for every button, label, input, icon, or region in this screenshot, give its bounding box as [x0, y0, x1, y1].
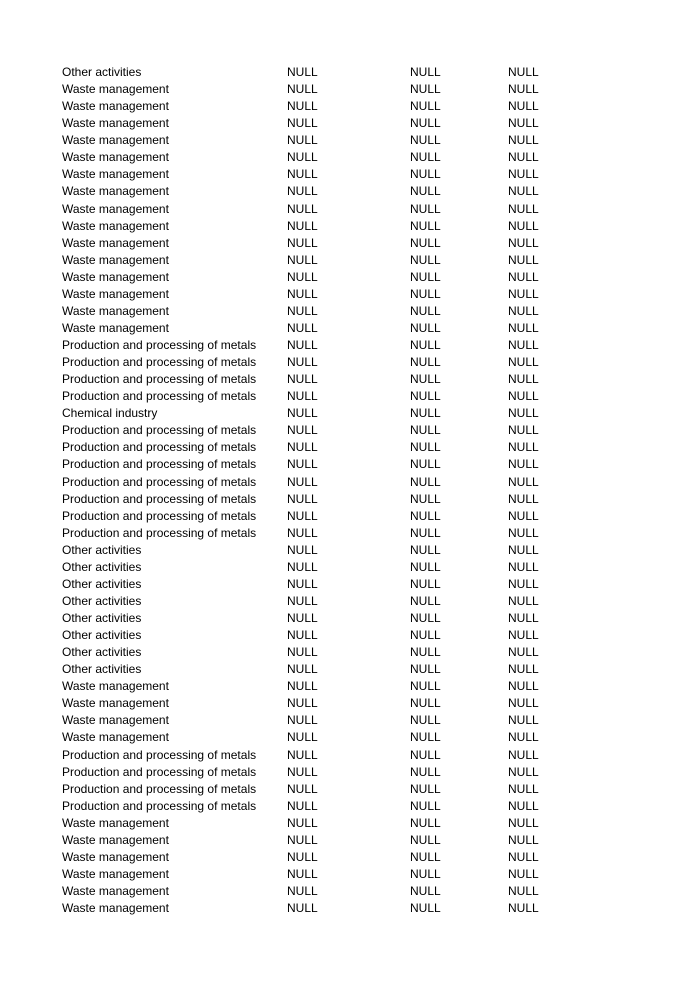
table-row — [62, 337, 662, 354]
activity-cell: Production and processing of metals — [62, 491, 257, 506]
table-row — [62, 593, 662, 610]
table-row — [62, 610, 662, 627]
table-row — [62, 183, 662, 200]
activity-cell: Waste management — [62, 201, 169, 216]
null-value-cell: NULL — [508, 65, 539, 80]
null-value-cell: NULL — [508, 730, 539, 745]
null-value-cell: NULL — [508, 389, 539, 404]
null-value-cell: NULL — [508, 798, 539, 813]
activity-cell: Other activities — [62, 593, 142, 608]
table-row — [62, 320, 662, 337]
activity-cell: Production and processing of metals — [62, 474, 257, 489]
table-row — [62, 695, 662, 712]
null-value-cell: NULL — [287, 286, 318, 301]
null-value-cell: NULL — [410, 696, 441, 711]
table-row — [62, 627, 662, 644]
table-row — [62, 747, 662, 764]
null-value-cell: NULL — [410, 576, 441, 591]
table-row — [62, 508, 662, 525]
activity-cell: Chemical industry — [62, 406, 158, 421]
null-value-cell: NULL — [410, 82, 441, 97]
null-value-cell: NULL — [508, 99, 539, 114]
table-row — [62, 712, 662, 729]
activity-cell: Waste management — [62, 849, 169, 864]
table-row — [62, 371, 662, 388]
null-value-cell: NULL — [410, 355, 441, 370]
table-row — [62, 405, 662, 422]
table-row — [62, 491, 662, 508]
null-value-cell: NULL — [508, 884, 539, 899]
null-value-cell: NULL — [287, 679, 318, 694]
activity-cell: Waste management — [62, 269, 169, 284]
null-value-cell: NULL — [410, 184, 441, 199]
table-row — [62, 286, 662, 303]
null-value-cell: NULL — [410, 508, 441, 523]
null-value-cell: NULL — [508, 372, 539, 387]
table-row — [62, 525, 662, 542]
null-value-cell: NULL — [287, 65, 318, 80]
null-value-cell: NULL — [287, 218, 318, 233]
null-value-cell: NULL — [287, 628, 318, 643]
null-value-cell: NULL — [508, 440, 539, 455]
activity-cell: Waste management — [62, 866, 169, 881]
null-value-cell: NULL — [287, 593, 318, 608]
null-value-cell: NULL — [508, 457, 539, 472]
null-value-cell: NULL — [287, 781, 318, 796]
null-value-cell: NULL — [410, 901, 441, 916]
null-value-cell: NULL — [287, 901, 318, 916]
activity-cell: Other activities — [62, 662, 142, 677]
table-row — [62, 439, 662, 456]
null-value-cell: NULL — [508, 628, 539, 643]
null-value-cell: NULL — [287, 525, 318, 540]
null-value-cell: NULL — [508, 764, 539, 779]
null-value-cell: NULL — [410, 815, 441, 830]
table-row — [62, 832, 662, 849]
null-value-cell: NULL — [287, 849, 318, 864]
null-value-cell: NULL — [508, 508, 539, 523]
null-value-cell: NULL — [287, 167, 318, 182]
null-value-cell: NULL — [508, 559, 539, 574]
table-row — [62, 166, 662, 183]
activity-cell: Waste management — [62, 116, 169, 131]
null-value-cell: NULL — [508, 338, 539, 353]
null-value-cell: NULL — [287, 576, 318, 591]
null-value-cell: NULL — [287, 662, 318, 677]
null-value-cell: NULL — [410, 99, 441, 114]
activity-cell: Waste management — [62, 150, 169, 165]
null-value-cell: NULL — [287, 696, 318, 711]
null-value-cell: NULL — [287, 99, 318, 114]
null-value-cell: NULL — [410, 593, 441, 608]
null-value-cell: NULL — [287, 474, 318, 489]
activity-cell: Production and processing of metals — [62, 389, 257, 404]
null-value-cell: NULL — [287, 611, 318, 626]
null-value-cell: NULL — [287, 201, 318, 216]
null-value-cell: NULL — [287, 116, 318, 131]
activity-cell: Production and processing of metals — [62, 508, 257, 523]
activity-cell: Production and processing of metals — [62, 423, 257, 438]
null-value-cell: NULL — [508, 781, 539, 796]
null-value-cell: NULL — [287, 320, 318, 335]
null-value-cell: NULL — [410, 389, 441, 404]
activity-cell: Waste management — [62, 320, 169, 335]
table-row — [62, 252, 662, 269]
activity-cell: Waste management — [62, 167, 169, 182]
null-value-cell: NULL — [410, 679, 441, 694]
null-value-cell: NULL — [508, 406, 539, 421]
activity-cell: Production and processing of metals — [62, 525, 257, 540]
activity-cell: Waste management — [62, 133, 169, 148]
table-row — [62, 98, 662, 115]
table-row — [62, 64, 662, 81]
activity-cell: Waste management — [62, 252, 169, 267]
table-row — [62, 456, 662, 473]
null-value-cell: NULL — [508, 542, 539, 557]
null-value-cell: NULL — [287, 133, 318, 148]
null-value-cell: NULL — [410, 116, 441, 131]
null-value-cell: NULL — [410, 474, 441, 489]
null-value-cell: NULL — [410, 713, 441, 728]
table-row — [62, 474, 662, 491]
table-row — [62, 559, 662, 576]
null-value-cell: NULL — [410, 201, 441, 216]
table-row — [62, 542, 662, 559]
null-value-cell: NULL — [508, 133, 539, 148]
null-value-cell: NULL — [287, 645, 318, 660]
null-value-cell: NULL — [410, 440, 441, 455]
null-value-cell: NULL — [410, 303, 441, 318]
table-row — [62, 815, 662, 832]
activity-cell: Waste management — [62, 303, 169, 318]
activity-cell: Waste management — [62, 696, 169, 711]
null-value-cell: NULL — [287, 457, 318, 472]
null-value-cell: NULL — [508, 815, 539, 830]
table-row — [62, 81, 662, 98]
table-row — [62, 115, 662, 132]
activity-cell: Waste management — [62, 679, 169, 694]
table-row — [62, 729, 662, 746]
null-value-cell: NULL — [508, 423, 539, 438]
null-value-cell: NULL — [508, 269, 539, 284]
null-value-cell: NULL — [508, 849, 539, 864]
null-value-cell: NULL — [287, 389, 318, 404]
null-value-cell: NULL — [287, 184, 318, 199]
null-value-cell: NULL — [287, 269, 318, 284]
activity-cell: Production and processing of metals — [62, 798, 257, 813]
table-row — [62, 388, 662, 405]
table-row — [62, 661, 662, 678]
activity-cell: Waste management — [62, 730, 169, 745]
null-value-cell: NULL — [410, 884, 441, 899]
activity-cell: Production and processing of metals — [62, 372, 257, 387]
null-value-cell: NULL — [410, 65, 441, 80]
activity-cell: Waste management — [62, 218, 169, 233]
null-value-cell: NULL — [287, 730, 318, 745]
null-value-cell: NULL — [410, 423, 441, 438]
activity-cell: Production and processing of metals — [62, 747, 257, 762]
table-row — [62, 644, 662, 661]
activity-cell: Other activities — [62, 645, 142, 660]
null-value-cell: NULL — [410, 559, 441, 574]
null-value-cell: NULL — [287, 866, 318, 881]
null-value-cell: NULL — [410, 133, 441, 148]
table-row — [62, 576, 662, 593]
null-value-cell: NULL — [410, 372, 441, 387]
null-value-cell: NULL — [410, 525, 441, 540]
null-value-cell: NULL — [508, 184, 539, 199]
null-value-cell: NULL — [287, 82, 318, 97]
null-value-cell: NULL — [508, 645, 539, 660]
table-row — [62, 149, 662, 166]
null-value-cell: NULL — [287, 355, 318, 370]
table-row — [62, 235, 662, 252]
table-row — [62, 883, 662, 900]
null-value-cell: NULL — [287, 423, 318, 438]
data-table — [62, 64, 662, 917]
table-row — [62, 303, 662, 320]
null-value-cell: NULL — [508, 252, 539, 267]
null-value-cell: NULL — [287, 235, 318, 250]
table-row — [62, 798, 662, 815]
null-value-cell: NULL — [508, 320, 539, 335]
null-value-cell: NULL — [287, 252, 318, 267]
table-row — [62, 849, 662, 866]
null-value-cell: NULL — [410, 542, 441, 557]
table-row — [62, 764, 662, 781]
activity-cell: Production and processing of metals — [62, 781, 257, 796]
activity-cell: Other activities — [62, 65, 142, 80]
activity-cell: Waste management — [62, 82, 169, 97]
null-value-cell: NULL — [508, 303, 539, 318]
null-value-cell: NULL — [508, 662, 539, 677]
null-value-cell: NULL — [410, 167, 441, 182]
activity-cell: Other activities — [62, 542, 142, 557]
null-value-cell: NULL — [508, 679, 539, 694]
null-value-cell: NULL — [508, 82, 539, 97]
null-value-cell: NULL — [287, 338, 318, 353]
null-value-cell: NULL — [508, 474, 539, 489]
table-row — [62, 781, 662, 798]
null-value-cell: NULL — [508, 593, 539, 608]
null-value-cell: NULL — [508, 611, 539, 626]
null-value-cell: NULL — [410, 747, 441, 762]
null-value-cell: NULL — [410, 798, 441, 813]
null-value-cell: NULL — [410, 406, 441, 421]
activity-cell: Production and processing of metals — [62, 338, 257, 353]
activity-cell: Production and processing of metals — [62, 457, 257, 472]
null-value-cell: NULL — [287, 491, 318, 506]
null-value-cell: NULL — [287, 798, 318, 813]
null-value-cell: NULL — [287, 747, 318, 762]
null-value-cell: NULL — [410, 781, 441, 796]
null-value-cell: NULL — [410, 269, 441, 284]
null-value-cell: NULL — [410, 849, 441, 864]
activity-cell: Other activities — [62, 628, 142, 643]
null-value-cell: NULL — [410, 252, 441, 267]
null-value-cell: NULL — [508, 286, 539, 301]
null-value-cell: NULL — [508, 355, 539, 370]
null-value-cell: NULL — [410, 218, 441, 233]
null-value-cell: NULL — [287, 406, 318, 421]
null-value-cell: NULL — [287, 372, 318, 387]
null-value-cell: NULL — [287, 150, 318, 165]
activity-cell: Waste management — [62, 815, 169, 830]
null-value-cell: NULL — [410, 611, 441, 626]
table-row — [62, 218, 662, 235]
activity-cell: Waste management — [62, 713, 169, 728]
null-value-cell: NULL — [287, 440, 318, 455]
activity-cell: Waste management — [62, 832, 169, 847]
null-value-cell: NULL — [508, 491, 539, 506]
null-value-cell: NULL — [287, 713, 318, 728]
null-value-cell: NULL — [287, 559, 318, 574]
null-value-cell: NULL — [508, 747, 539, 762]
null-value-cell: NULL — [410, 320, 441, 335]
activity-cell: Production and processing of metals — [62, 764, 257, 779]
null-value-cell: NULL — [508, 218, 539, 233]
null-value-cell: NULL — [410, 286, 441, 301]
null-value-cell: NULL — [508, 901, 539, 916]
null-value-cell: NULL — [508, 116, 539, 131]
table-row — [62, 900, 662, 917]
null-value-cell: NULL — [508, 866, 539, 881]
activity-cell: Waste management — [62, 286, 169, 301]
null-value-cell: NULL — [287, 508, 318, 523]
null-value-cell: NULL — [410, 457, 441, 472]
table-row — [62, 269, 662, 286]
null-value-cell: NULL — [287, 764, 318, 779]
null-value-cell: NULL — [508, 201, 539, 216]
activity-cell: Other activities — [62, 611, 142, 626]
table-row — [62, 678, 662, 695]
null-value-cell: NULL — [410, 866, 441, 881]
null-value-cell: NULL — [410, 628, 441, 643]
null-value-cell: NULL — [287, 884, 318, 899]
null-value-cell: NULL — [508, 696, 539, 711]
null-value-cell: NULL — [410, 730, 441, 745]
null-value-cell: NULL — [508, 832, 539, 847]
table-row — [62, 354, 662, 371]
table-row — [62, 422, 662, 439]
activity-cell: Production and processing of metals — [62, 440, 257, 455]
null-value-cell: NULL — [410, 645, 441, 660]
table-row — [62, 201, 662, 218]
null-value-cell: NULL — [508, 525, 539, 540]
null-value-cell: NULL — [508, 167, 539, 182]
null-value-cell: NULL — [410, 338, 441, 353]
activity-cell: Waste management — [62, 184, 169, 199]
table-row — [62, 866, 662, 883]
null-value-cell: NULL — [410, 235, 441, 250]
null-value-cell: NULL — [410, 764, 441, 779]
null-value-cell: NULL — [508, 576, 539, 591]
activity-cell: Other activities — [62, 559, 142, 574]
activity-cell: Production and processing of metals — [62, 355, 257, 370]
null-value-cell: NULL — [410, 150, 441, 165]
null-value-cell: NULL — [508, 235, 539, 250]
activity-cell: Waste management — [62, 901, 169, 916]
null-value-cell: NULL — [410, 832, 441, 847]
table-row — [62, 132, 662, 149]
null-value-cell: NULL — [508, 713, 539, 728]
null-value-cell: NULL — [287, 815, 318, 830]
null-value-cell: NULL — [508, 150, 539, 165]
activity-cell: Waste management — [62, 235, 169, 250]
null-value-cell: NULL — [287, 303, 318, 318]
null-value-cell: NULL — [287, 542, 318, 557]
null-value-cell: NULL — [410, 491, 441, 506]
null-value-cell: NULL — [410, 662, 441, 677]
null-value-cell: NULL — [287, 832, 318, 847]
activity-cell: Other activities — [62, 576, 142, 591]
activity-cell: Waste management — [62, 884, 169, 899]
activity-cell: Waste management — [62, 99, 169, 114]
